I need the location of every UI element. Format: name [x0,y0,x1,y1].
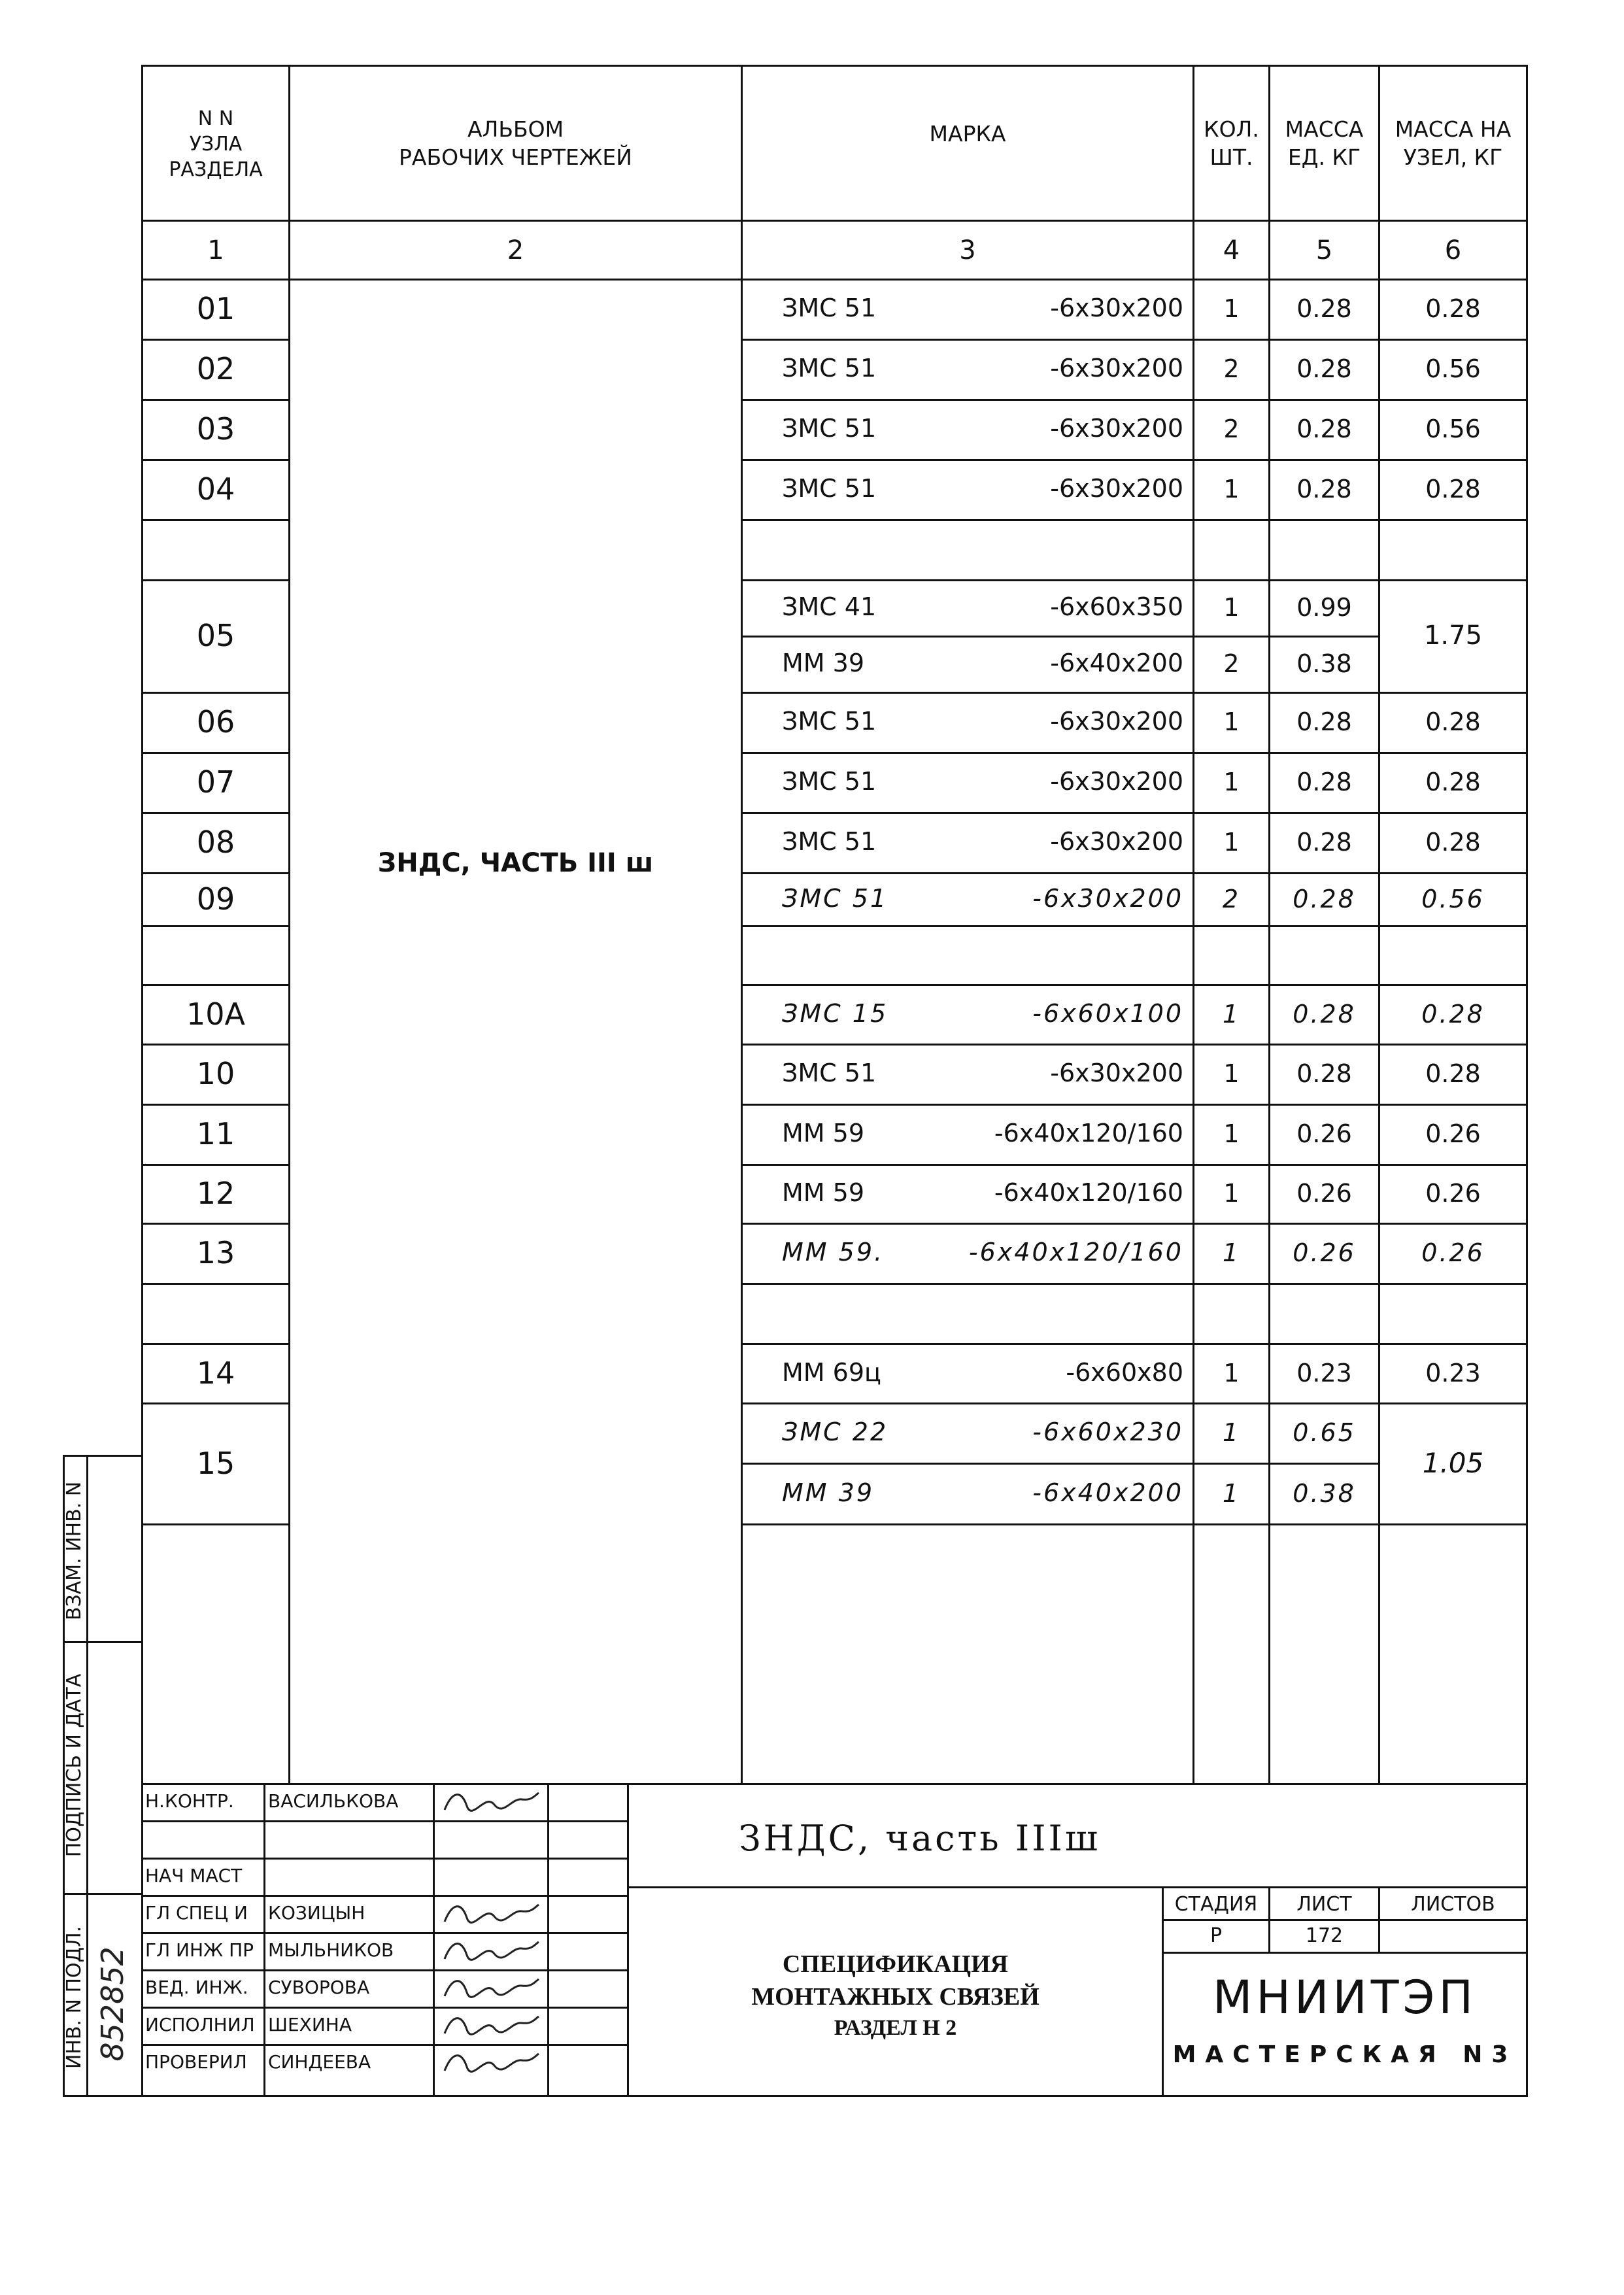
node-mass: 0.56 [1425,354,1481,383]
node-mass: 0.28 [1425,828,1481,857]
header-node-number: N N УЗЛА РАЗДЕЛА [169,107,263,181]
row-line-total [1378,1523,1526,1525]
node-number: 15 [196,1445,235,1481]
side-stamp-div-1 [63,1641,141,1643]
mark-dimensions: -6x60x80 [1066,1357,1183,1387]
row-line-right [741,925,1378,927]
node-mass: 0.28 [1425,768,1481,796]
node-mass-merged: 1.75 [1423,620,1483,651]
unit-mass: 0.23 [1296,1358,1352,1387]
quantity: 1 [1223,294,1240,323]
sig-col-3 [547,1783,549,2095]
header-unit-mass: МАССА ЕД. КГ [1285,116,1364,170]
col-num-5: 5 [1315,235,1333,265]
node-number: 04 [196,471,235,507]
handwritten-signature [439,1935,544,1967]
node-number: 02 [196,351,235,386]
node-number: 07 [196,764,235,800]
node-number: 08 [196,824,235,860]
signature-name: МЫЛЬНИКОВ [268,1939,394,1961]
node-mass: 0.26 [1425,1179,1481,1208]
mark-dimensions: -6x30x200 [1032,883,1183,913]
workshop-name: МАСТЕРСКАЯ N3 [1172,2041,1517,2068]
node-mass: 0.28 [1425,1059,1481,1088]
node-mass-merged: 1.05 [1422,1446,1484,1479]
quantity: 1 [1223,1059,1240,1088]
unit-mass: 0.26 [1293,1238,1356,1267]
unit-mass: 0.28 [1296,415,1352,443]
mark-code: ЗМС 51 [782,294,877,322]
side-stamp-inner [86,1455,88,2097]
signature-name: СУВОРОВА [268,1977,370,1998]
title-block-div-main [627,1783,629,2095]
table-border-right [1526,65,1528,2095]
stage-label-line [1162,1919,1526,1921]
row-line-node [141,925,288,927]
col-num-3: 3 [959,235,976,265]
header-mark: МАРКА [929,120,1006,146]
mark-dimensions: -6x30x200 [1050,827,1183,856]
signature-name: ШЕХИНА [268,2014,352,2035]
node-mass: 0.23 [1425,1358,1481,1387]
signature-role: ГЛ СПЕЦ И [145,1902,248,1924]
quantity: 1 [1223,768,1240,796]
side-stamp-div-2 [63,1893,141,1895]
node-number: 05 [196,618,235,653]
mark-code: ЗМС 51 [782,354,877,382]
col-num-4: 4 [1223,235,1240,265]
mark-dimensions: -6x30x200 [1050,707,1183,736]
mark-code: ЗМС 51 [782,474,877,503]
handwritten-signature [439,2047,544,2079]
unit-mass: 0.38 [1293,1478,1356,1508]
quantity: 2 [1222,884,1241,913]
title-block-top [141,1783,1526,1785]
node-number: 10A [186,996,245,1032]
signature-role: ПРОВЕРИЛ [145,2051,247,2073]
table-border-top [141,65,1526,67]
col-divider-1 [288,65,290,1783]
handwritten-signature [439,1898,544,1930]
mark-code: ЗМС 41 [782,592,877,621]
signature-role: ИСПОЛНИЛ [145,2014,255,2035]
mark-dimensions: -6x30x200 [1050,767,1183,796]
unit-mass: 0.28 [1296,768,1352,796]
mark-code: ММ 39 [782,1478,875,1507]
signature-row-line [141,1969,627,1971]
node-number: 14 [196,1355,235,1391]
node-mass: 0.56 [1421,884,1485,913]
mark-code: ЗМС 15 [782,998,888,1028]
quantity: 1 [1223,828,1240,857]
mark-code: ЗМС 51 [782,767,877,796]
unit-mass: 0.28 [1296,475,1352,503]
quantity: 1 [1222,1478,1241,1508]
row-line-right [741,519,1378,521]
organization-name: МНИИТЭП [1212,1971,1478,2024]
mark-code: ММ 59. [782,1238,885,1266]
sheet-border-bottom [63,2095,1528,2097]
mark-dimensions: -6x60x350 [1050,592,1183,621]
handwritten-signature [439,2010,544,2041]
signature-row-line [141,1932,627,1934]
handwritten-signature [439,1973,544,2004]
sig-col-2 [433,1783,435,2095]
mark-code: ЗМС 51 [782,707,877,736]
mark-dimensions: -6x40x200 [1032,1478,1183,1507]
quantity: 1 [1222,999,1241,1028]
mark-dimensions: -6x30x200 [1050,414,1183,443]
stage-value-line [1162,1952,1526,1954]
quantity: 1 [1223,593,1240,622]
sheet-value: 172 [1305,1924,1344,1947]
mark-dimensions: -6x30x200 [1050,474,1183,503]
node-mass: 0.28 [1425,294,1481,323]
title-block-mid [627,1886,1526,1888]
signature-role: Н.КОНТР. [145,1790,234,1812]
album-name: ЗНДС, ЧАСТЬ III ш [377,848,654,878]
quantity: 1 [1223,475,1240,503]
col-num-1: 1 [207,235,224,265]
mark-code: ЗМС 51 [782,883,888,913]
signature-role: ГЛ ИНЖ ПР [145,1939,254,1961]
signature-row-line [141,2044,627,2046]
col-num-2: 2 [507,235,524,265]
unit-mass: 0.28 [1293,999,1356,1028]
side-inv-value: 852852 [95,1946,130,2062]
unit-mass: 0.28 [1296,828,1352,857]
unit-mass: 0.28 [1296,1059,1352,1088]
node-mass: 0.26 [1425,1119,1481,1148]
side-label-podpis: ПОДПИСЬ И ДАТА [63,1673,86,1858]
unit-mass: 0.38 [1296,649,1352,678]
mark-code: ММ 39 [782,649,865,677]
signature-role: НАЧ МАСТ [145,1865,243,1886]
row-line-node [141,519,288,521]
node-mass: 0.28 [1421,999,1485,1028]
mark-dimensions: -6x60x100 [1032,998,1183,1028]
unit-mass: 0.99 [1296,593,1352,622]
quantity: 1 [1222,1238,1241,1267]
node-mass: 0.28 [1425,475,1481,503]
side-stamp-top [63,1455,141,1457]
mark-code: ЗМС 22 [782,1418,888,1446]
unit-mass: 0.28 [1296,707,1352,736]
doc-title-line-3: РАЗДЕЛ Н 2 [834,2016,957,2040]
node-mass: 0.26 [1421,1238,1485,1267]
project-title: ЗНДС, часть IIIш [739,1818,1101,1859]
unit-mass: 0.28 [1296,354,1352,383]
stage-value: Р [1210,1924,1223,1947]
signature-row-line [141,1858,627,1860]
unit-mass: 0.28 [1296,294,1352,323]
mark-code: ММ 69ц [782,1357,881,1387]
signature-name: ВАСИЛЬКОВА [268,1790,399,1812]
row-line-total [1378,519,1526,521]
sheets-label: ЛИСТОВ [1411,1893,1495,1916]
header-bottom-line [141,220,1526,222]
signature-name: КОЗИЦЫН [268,1902,365,1924]
mark-code: ЗМС 51 [782,414,877,443]
sig-col-1 [263,1783,265,2095]
signature-row-line [141,1895,627,1897]
mark-code: ЗМС 51 [782,1059,877,1087]
doc-title-line-1: СПЕЦИФИКАЦИЯ [782,1950,1009,1978]
mark-dimensions: -6x40x120/160 [994,1119,1183,1148]
row-line-node [141,1283,288,1285]
node-number: 01 [196,291,235,326]
quantity: 2 [1223,649,1240,678]
signature-row-line [141,2007,627,2009]
node-number: 06 [196,704,235,740]
mark-dimensions: -6x30x200 [1050,294,1183,322]
doc-title-line-2: МОНТАЖНЫХ СВЯЗЕЙ [751,1983,1040,2011]
signature-row-line [141,1820,627,1822]
node-mass: 0.28 [1425,707,1481,736]
node-number: 03 [196,411,235,447]
signature-name: СИНДЕЕВА [268,2051,371,2073]
quantity: 2 [1223,354,1240,383]
mark-code: ЗМС 51 [782,827,877,856]
node-number: 12 [196,1176,235,1211]
quantity: 1 [1223,707,1240,736]
side-label-vzam: ВЗАМ. ИНВ. N [63,1481,86,1621]
unit-mass: 0.65 [1293,1418,1356,1447]
unit-mass: 0.28 [1293,884,1356,913]
row-line-total [1378,925,1526,927]
mark-dimensions: -6x30x200 [1050,1059,1183,1087]
node-number: 10 [196,1056,235,1091]
quantity: 1 [1222,1418,1241,1447]
sheet-label: ЛИСТ [1296,1893,1352,1916]
header-qty: КОЛ. ШТ. [1204,116,1259,170]
handwritten-signature [439,1786,544,1818]
mark-code: ММ 59 [782,1178,865,1207]
row-line-right [741,1283,1378,1285]
row-line-total [1378,1283,1526,1285]
unit-mass: 0.26 [1296,1119,1352,1148]
mark-dimensions: -6x30x200 [1050,354,1183,382]
node-number: 09 [196,881,235,917]
header-node-mass: МАССА НА УЗЕЛ, КГ [1395,116,1512,170]
quantity: 1 [1223,1179,1240,1208]
mark-dimensions: -6x40x120/160 [968,1238,1183,1266]
node-mass: 0.56 [1425,415,1481,443]
quantity: 2 [1223,415,1240,443]
side-label-inv: ИНВ. N ПОДЛ. [63,1926,86,2069]
mark-dimensions: -6x60x230 [1032,1418,1183,1446]
header-album: АЛЬБОМ РАБОЧИХ ЧЕРТЕЖЕЙ [399,116,632,170]
mark-code: ММ 59 [782,1119,865,1148]
quantity: 1 [1223,1119,1240,1148]
mark-dimensions: -6x40x200 [1050,649,1183,677]
node-number: 13 [196,1235,235,1270]
row-line-right [741,1523,1378,1525]
mark-dimensions: -6x40x120/160 [994,1178,1183,1207]
node-number: 11 [196,1116,235,1151]
signature-role: ВЕД. ИНЖ. [145,1977,248,1998]
quantity: 1 [1223,1358,1240,1387]
col-num-6: 6 [1444,235,1462,265]
row-line-node [141,1523,288,1525]
stage-label: СТАДИЯ [1174,1893,1258,1916]
unit-mass: 0.26 [1296,1179,1352,1208]
